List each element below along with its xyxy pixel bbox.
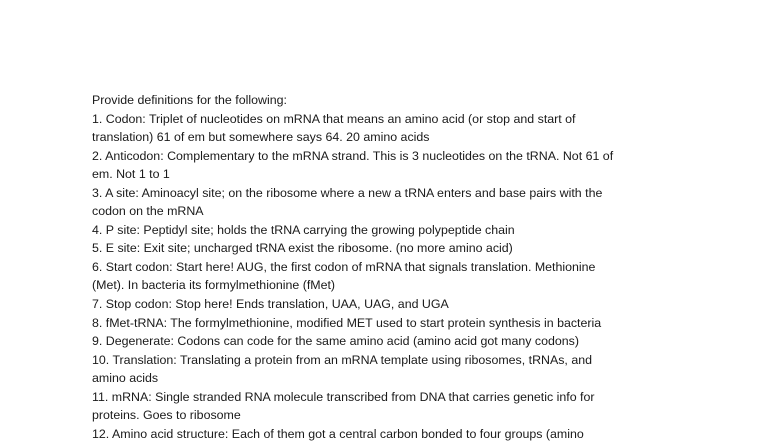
definition-line: 3. A site: Aminoacyl site; on the ribosome where a new a tRNA enters and base pairs with the	[92, 185, 603, 200]
definition-line: 11. mRNA: Single stranded RNA molecule transcribed from DNA that carries genetic info for	[92, 389, 595, 404]
definition-line: em. Not 1 to 1	[92, 167, 170, 182]
document-heading: Provide definitions for the following:	[92, 93, 287, 107]
definition-line: 5. E site: Exit site; uncharged tRNA exist the ribosome. (no more amino acid)	[92, 241, 513, 256]
definition-line: 1. Codon: Triplet of nucleotides on mRNA that means an amino acid (or stop and start of	[92, 111, 576, 126]
definition-line: (Met). In bacteria its formylmethionine (fMet)	[92, 278, 336, 293]
definition-line: 4. P site: Peptidyl site; holds the tRNA carrying the growing polypeptide chain	[92, 222, 515, 237]
definition-line: 10. Translation: Translating a protein from an mRNA template using ribosomes, tRNAs, and	[92, 352, 592, 367]
definition-line: 8. fMet-tRNA: The formylmethionine, modified MET used to start protein synthesis in bacteria	[92, 315, 602, 330]
definition-line: codon on the mRNA	[92, 204, 204, 219]
definition-line: proteins. Goes to ribosome	[92, 408, 241, 423]
definition-line: 7. Stop codon: Stop here! Ends translation, UAA, UAG, and UGA	[92, 297, 449, 312]
definition-line: 9. Degenerate: Codons can code for the same amino acid (amino acid got many codons)	[92, 334, 579, 349]
definition-line: 2. Anticodon: Complementary to the mRNA strand. This is 3 nucleotides on the tRNA. Not 61 of	[92, 148, 614, 163]
definition-line: 12. Amino acid structure: Each of them got a central carbon bonded to four groups (amino	[92, 426, 584, 441]
definition-line: translation) 61 of em but somewhere says 64. 20 amino acids	[92, 130, 430, 145]
definition-line: amino acids	[92, 371, 159, 386]
document-body	[92, 91, 702, 441]
definition-line: 6. Start codon: Start here! AUG, the first codon of mRNA that signals translation. Methionine	[92, 259, 596, 274]
